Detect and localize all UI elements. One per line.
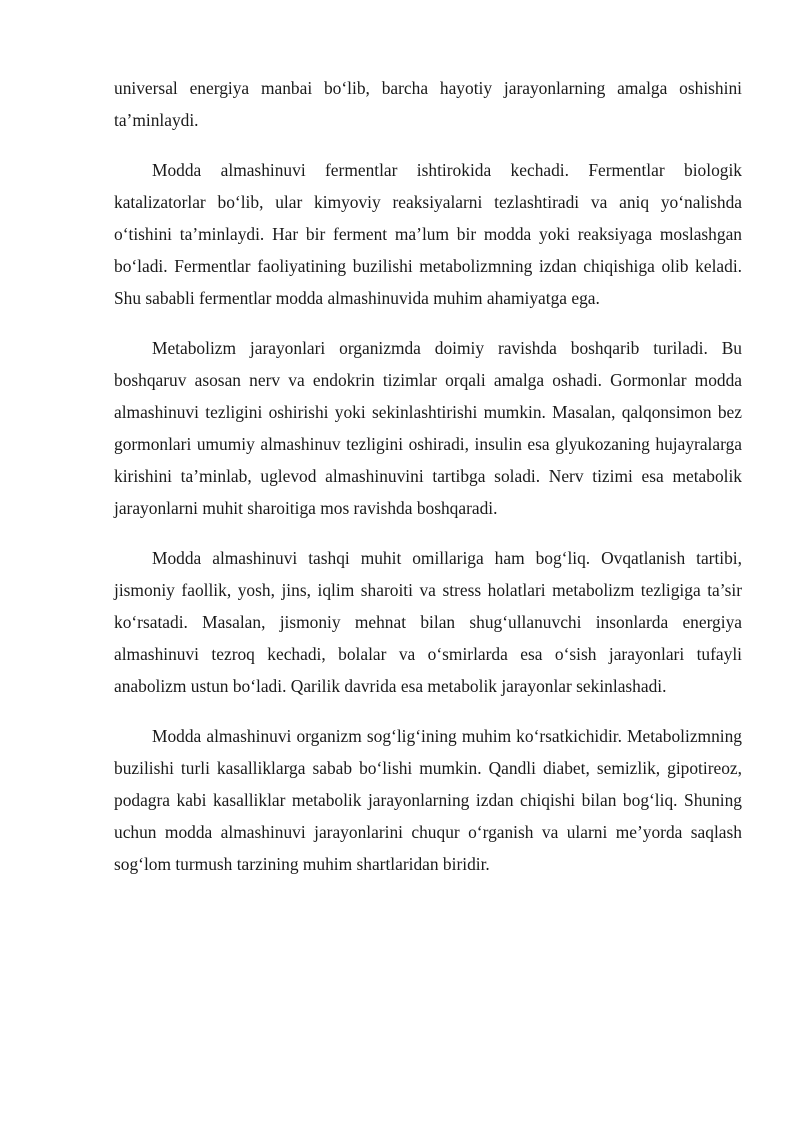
paragraph-regulation: Metabolizm jarayonlari organizmda doimiy ravishda boshqarib turiladi. Bu boshqaruv asosan nerv va endokrin tizimlar orqali amalga oshadi. Gormonlar modda almashinuvi tezligini oshirishi yoki sekinlashtirishi mumkin. Masalan, qalqonsimon bez gormonlari umumiy almashinuv tezligini oshiradi, insulin esa glyukozaning hujayralarga kirishini ta’minlab, uglevod almashinuvini tartibga soladi. Nerv tizimi esa metabolik jarayonlarni muhit sharoitiga mos ravishda boshqaradi. <box>114 338 742 518</box>
paragraph-external-factors: Modda almashinuvi tashqi muhit omillariga ham bog‘liq. Ovqatlanish tartibi, jismoniy faollik, yosh, jins, iqlim sharoiti va stress holatlari metabolizm tezligiga ta’sir ko‘rsatadi. Masalan, jismoniy mehnat bilan shug‘ullanuvchi insonlarda energiya almashinuvi tezroq kechadi, bolalar va o‘smirlarda esa o‘sish jarayonlari tufayli anabolizm ustun bo‘ladi. Qarilik davrida esa metabolik jarayonlar sekinlashadi. <box>114 548 742 696</box>
document-page <box>114 72 742 898</box>
paragraph-enzymes: Modda almashinuvi fermentlar ishtirokida kechadi. Fermentlar biologik katalizatorlar bo‘lib, ular kimyoviy reaksiyalarni tezlashtiradi va aniq yo‘nalishda o‘tishini ta’minlaydi. Har bir ferment ma’lum bir modda yoki reaksiyaga moslashgan bo‘ladi. Fermentlar faoliyatining buzilishi metabolizmning izdan chiqishiga olib keladi. Shu sababli fermentlar modda almashinuvida muhim ahamiyatga ega. <box>114 160 742 308</box>
paragraph-health: Modda almashinuvi organizm sog‘lig‘ining muhim ko‘rsatkichidir. Metabolizmning buzilishi turli kasalliklarga sabab bo‘lishi mumkin. Qandli diabet, semizlik, gipotireoz, podagra kabi kasalliklar metabolik jarayonlarning izdan chiqishi bilan bog‘liq. Shuning uchun modda almashinuvi jarayonlarini chuqur o‘rganish va ularni me’yorda saqlash sog‘lom turmush tarzining muhim shartlaridan biridir. <box>114 726 742 874</box>
paragraph-continued: universal energiya manbai bo‘lib, barcha hayotiy jarayonlarning amalga oshishini ta’minlaydi. <box>114 78 742 130</box>
